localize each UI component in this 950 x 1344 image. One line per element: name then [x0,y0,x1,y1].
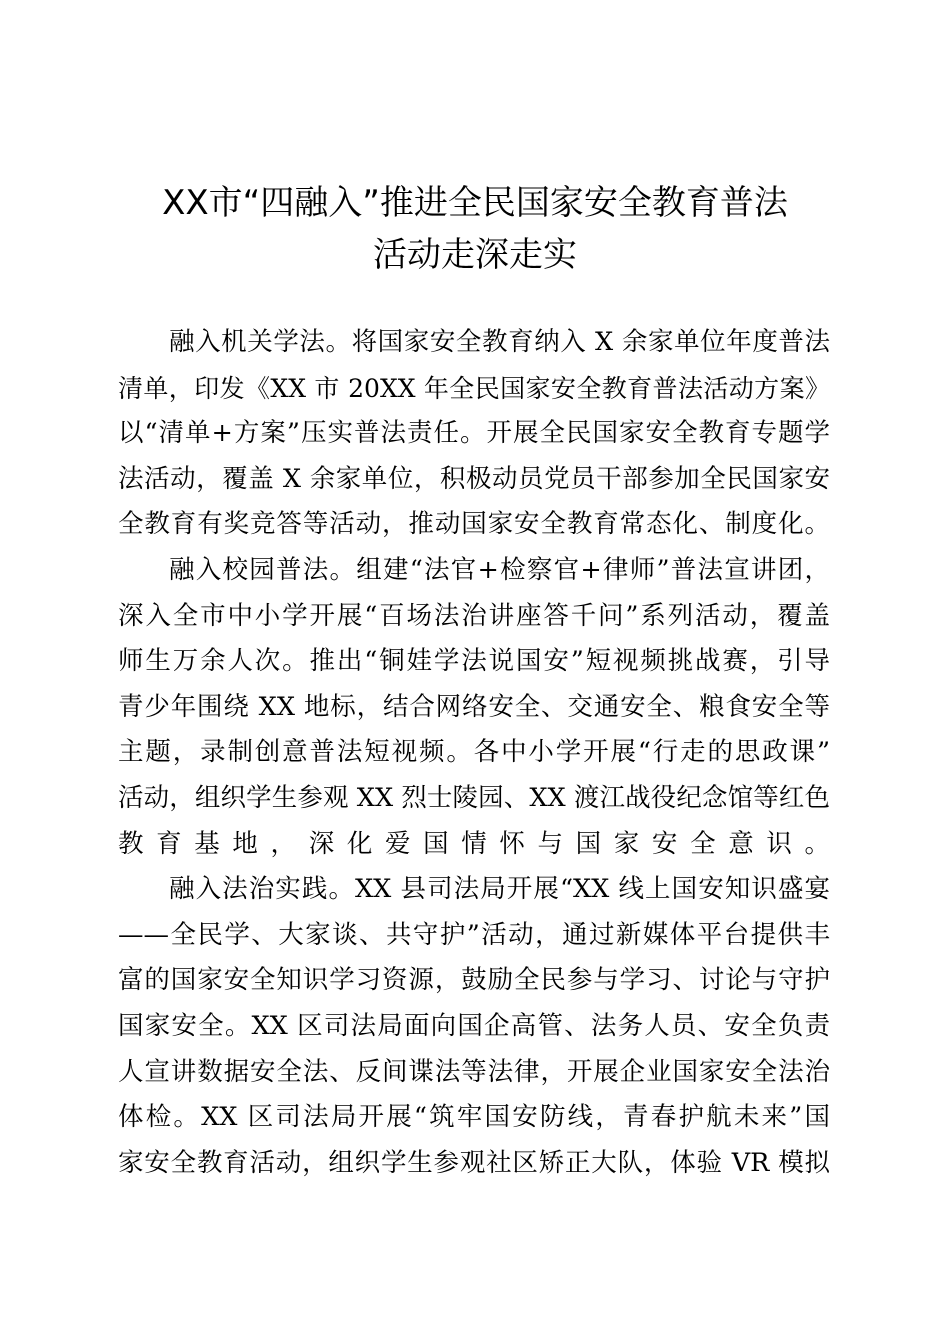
paragraph-line: 融入法治实践。XX 县司法局开展“XX 线上国安知识盛宴 [169,874,830,905]
paragraph-1 [118,320,830,548]
paragraph-line: 清单，印发《XX 市 20XX 年全民国家安全教育普法活动方案》 [118,373,830,403]
paragraph-line: 深入全市中小学开展“百场法治讲座答千问”系列活动，覆盖 [118,600,830,631]
paragraph-line: 人宣讲数据安全法、反间谍法等法律，开展企业国家安全法治 [118,1056,830,1087]
paragraph-line: 国家安全。XX 区司法局面向国企高管、法务人员、安全负责 [118,1010,830,1041]
paragraph-line: 教育基地，深化爱国情怀与国家安全意识。 [118,828,830,859]
paragraph-line: 融入校园普法。组建“法官+检察官+律师”普法宣讲团， [169,554,830,585]
document-body [118,320,830,1186]
paragraph-line: 青少年围绕 XX 地标，结合网络安全、交通安全、粮食安全等 [118,691,830,722]
title-line-1: XX市“四融入”推进全民国家安全教育普法 [162,183,788,223]
paragraph-line: 活动，组织学生参观 XX 烈士陵园、XX 渡江战役纪念馆等红色 [118,782,830,813]
paragraph-line: 富的国家安全知识学习资源，鼓励全民参与学习、讨论与守护 [118,965,830,996]
paragraph-line: ——全民学、大家谈、共守护”活动，通过新媒体平台提供丰 [118,919,830,950]
paragraph-line: 全教育有奖竞答等活动，推动国家安全教育常态化、制度化。 [118,509,830,540]
paragraph-line: 师生万余人次。推出“铜娃学法说国安”短视频挑战赛，引导 [118,646,830,677]
paragraph-2 [118,548,830,867]
paragraph-line: 法活动，覆盖 X 余家单位，积极动员党员干部参加全民国家安 [118,463,830,494]
title-line-2: 活动走深走实 [373,235,577,275]
paragraph-line: 以“清单+方案”压实普法责任。开展全民国家安全教育专题学 [118,418,830,449]
paragraph-3 [118,867,830,1186]
paragraph-line: 融入机关学法。将国家安全教育纳入 X 余家单位年度普法 [169,327,830,357]
paragraph-line: 主题，录制创意普法短视频。各中小学开展“行走的思政课” [118,737,830,768]
paragraph-line: 家安全教育活动，组织学生参观社区矫正大队，体验 VR 模拟 [118,1147,830,1178]
paragraph-line: 体检。XX 区司法局开展“筑牢国安防线，青春护航未来”国 [118,1102,830,1133]
document-title [100,177,850,281]
